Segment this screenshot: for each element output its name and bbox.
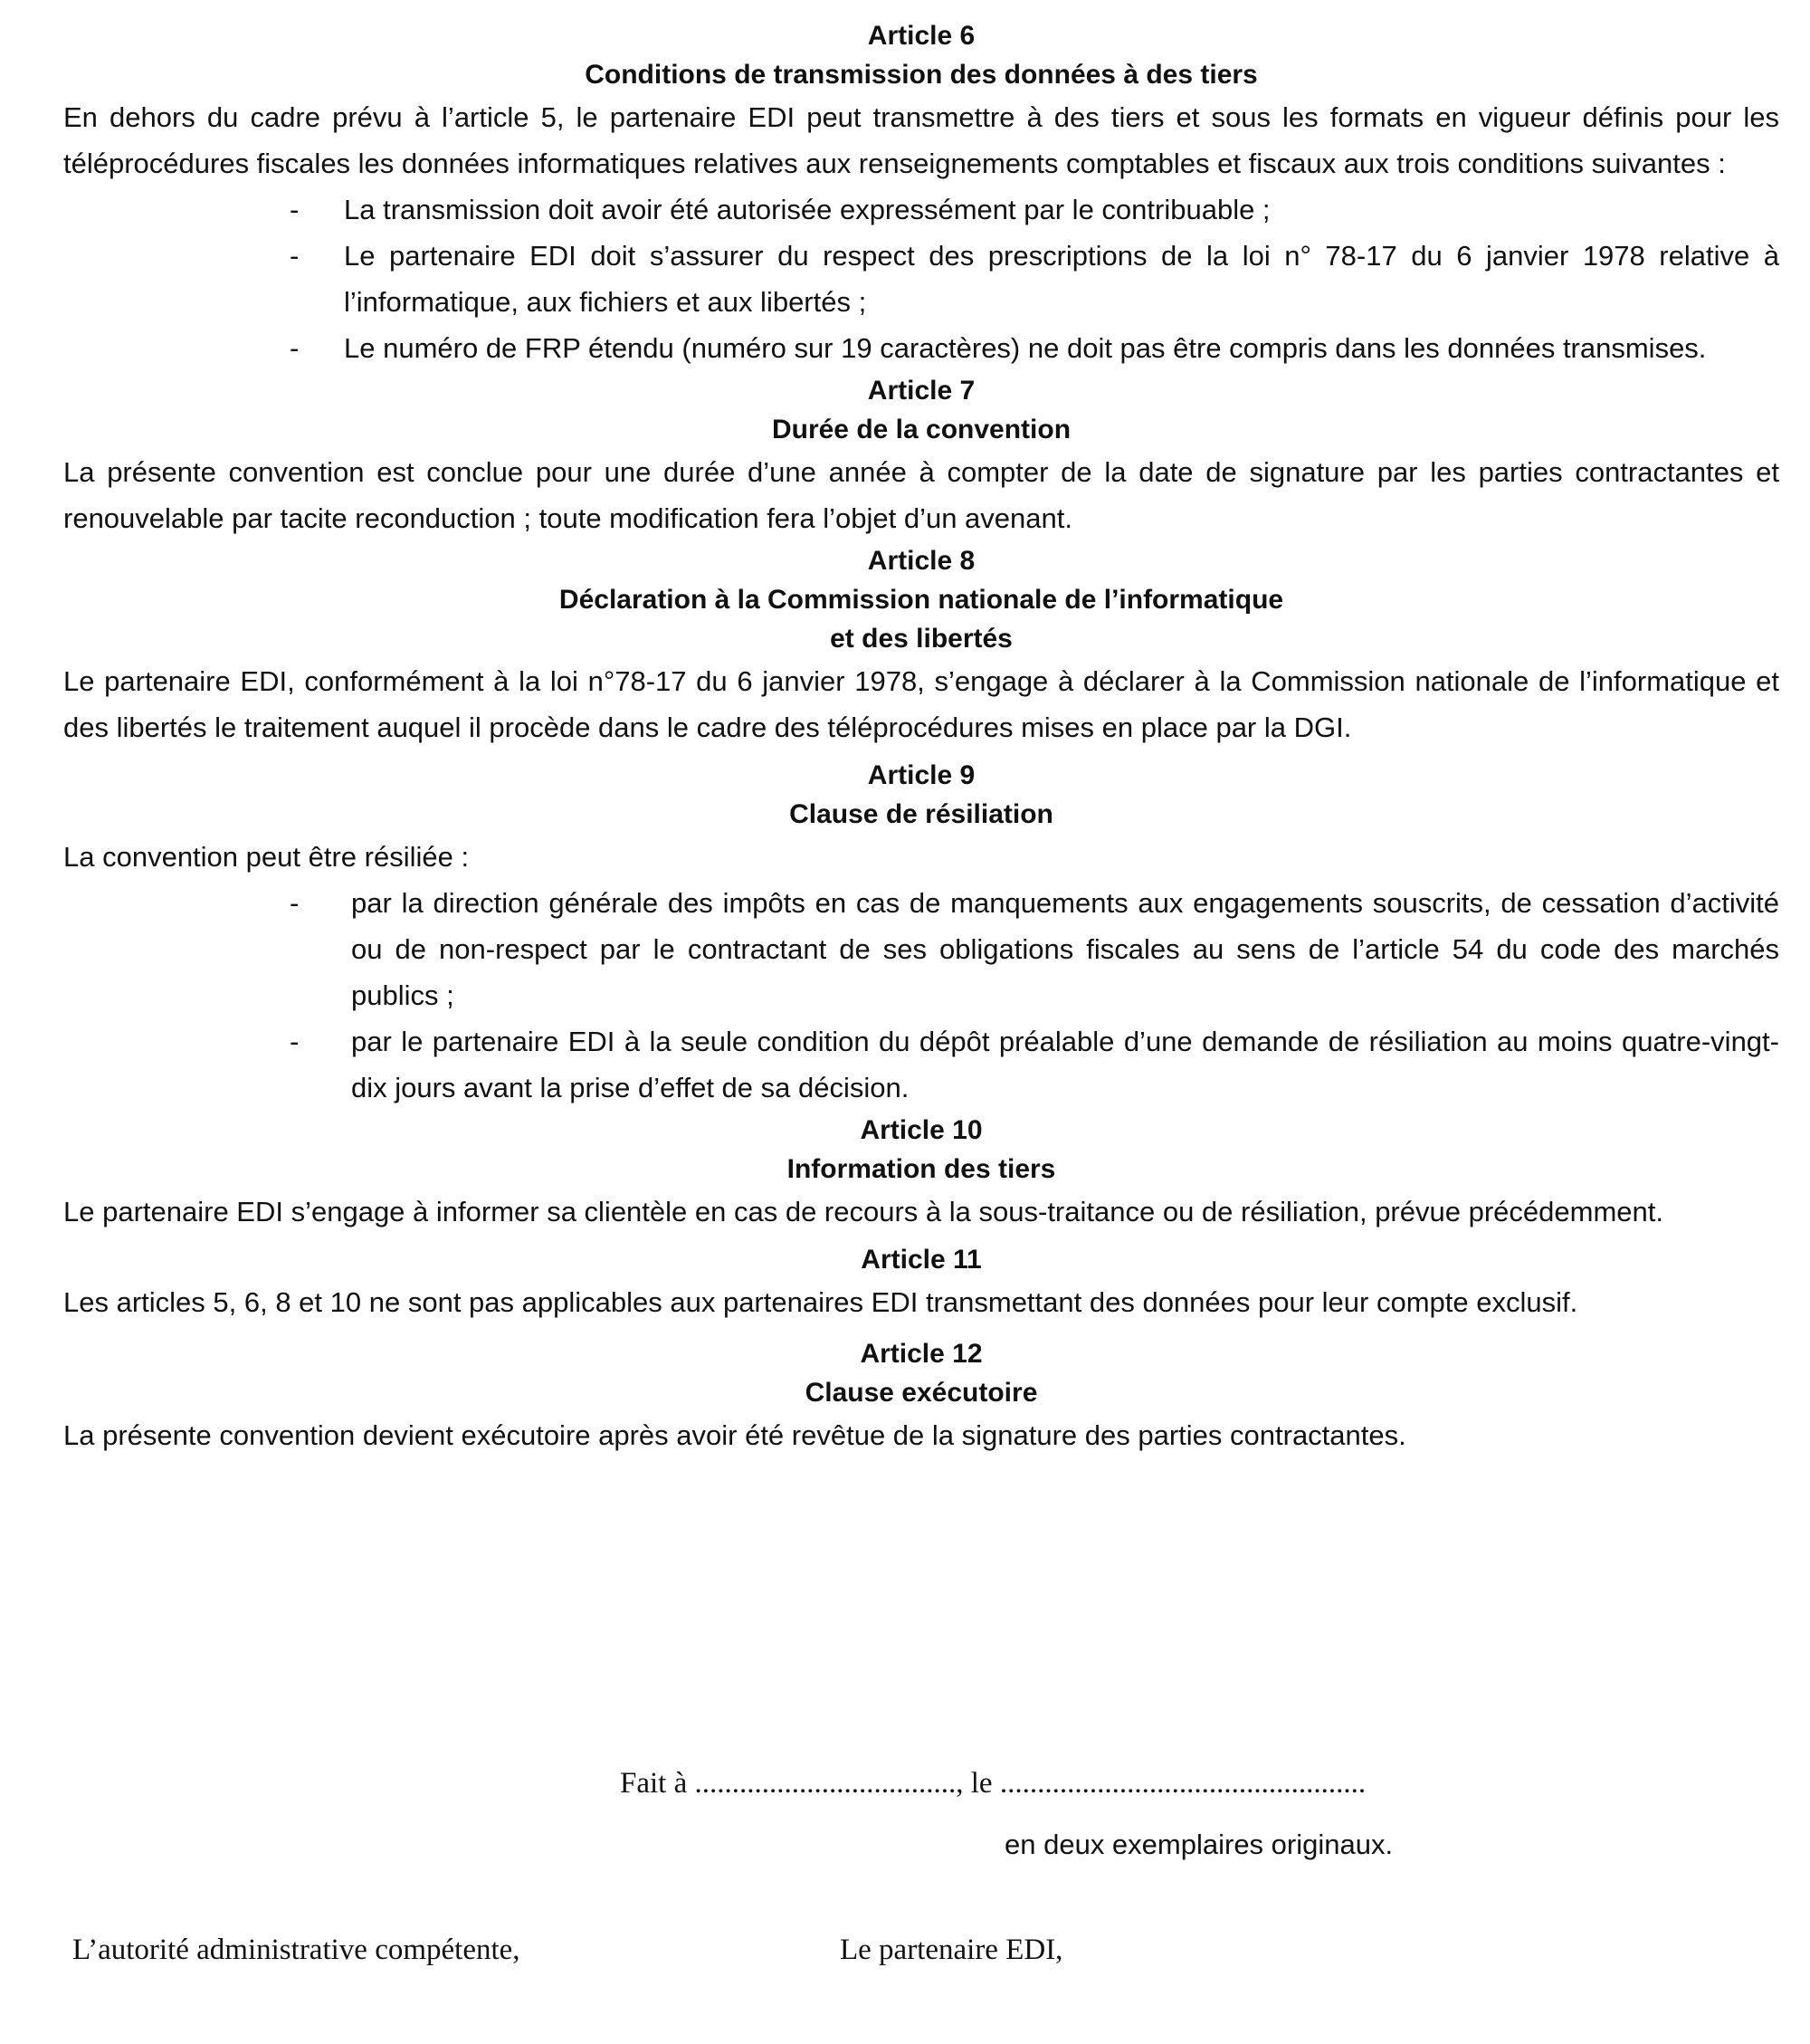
article-9-title: Clause de résiliation bbox=[789, 799, 1053, 829]
article-10-number: Article 10 bbox=[860, 1115, 983, 1145]
article-8-body: Le partenaire EDI, conformément à la loi n°78-17 du 6 janvier 1978, s’engage à déclarer à la Commission nationale de l’informatique et des libertés le traitement auquel il procède dans le cadre des téléprocédures mises en place par la DGI. bbox=[63, 665, 1779, 743]
article-8-title-line1: Déclaration à la Commission nationale de l’informatique bbox=[558, 585, 1284, 615]
article-10-body: Le partenaire EDI s’engage à informer sa clientèle en cas de recours à la sous-traitance ou de résiliation, prévue précédemment. bbox=[63, 1196, 1663, 1227]
place-date-line bbox=[620, 1767, 1366, 1800]
copies-note: en deux exemplaires originaux. bbox=[1005, 1829, 1394, 1860]
article-9-item bbox=[290, 880, 1779, 1018]
document-page bbox=[63, 16, 1779, 1458]
place-field: ..................................., bbox=[694, 1767, 964, 1800]
article-7-number: Article 7 bbox=[867, 376, 976, 406]
dash-bullet: - bbox=[290, 887, 300, 919]
article-6-number: Article 6 bbox=[867, 21, 976, 51]
dash-bullet: - bbox=[290, 332, 300, 364]
article-6 bbox=[63, 16, 1779, 371]
article-9-item bbox=[290, 1018, 1779, 1111]
article-10 bbox=[63, 1111, 1779, 1235]
article-6-item bbox=[290, 233, 1779, 325]
article-11-number: Article 11 bbox=[861, 1245, 982, 1275]
article-10-title: Information des tiers bbox=[786, 1154, 1056, 1184]
le-label: le bbox=[970, 1767, 993, 1800]
dash-bullet: - bbox=[290, 240, 300, 272]
article-9-intro: La convention peut être résiliée : bbox=[63, 841, 470, 873]
article-8-number: Article 8 bbox=[867, 546, 976, 576]
article-7 bbox=[63, 371, 1779, 541]
article-9-item-text: par le partenaire EDI à la seule condition du dépôt préalable d’une demande de résiliation au moins quatre-vingt-dix jours avant la prise d’effet de sa décision. bbox=[351, 1026, 1779, 1103]
fait-a-label: Fait à bbox=[620, 1767, 688, 1800]
article-7-body: La présente convention est conclue pour une durée d’une année à compter de la date de signature par les parties contractantes et renouvelable par tacite reconduction ; toute modification fera l’objet d’un avenant. bbox=[63, 456, 1779, 534]
authority-signatory: L’autorité administrative compétente, bbox=[72, 1934, 520, 1966]
date-field: ................................................. bbox=[999, 1767, 1367, 1800]
article-6-list bbox=[63, 186, 1779, 371]
article-7-title: Durée de la convention bbox=[771, 415, 1072, 444]
article-11-body: Les articles 5, 6, 8 et 10 ne sont pas applicables aux partenaires EDI transmettant des données pour leur compte exclusif. bbox=[63, 1286, 1578, 1318]
article-6-item bbox=[290, 325, 1779, 371]
article-8-title-line2: et des libertés bbox=[830, 624, 1013, 654]
dash-bullet: - bbox=[290, 194, 300, 225]
article-9-item-text: par la direction générale des impôts en cas de manquements aux engagements souscrits, de cessation d’activité ou de non-respect par le contractant de ses obligations fiscales au sens de l’article 54 du code des marchés publics ; bbox=[351, 887, 1779, 1011]
article-12-body: La présente convention devient exécutoire après avoir été revêtue de la signature des parties contractantes. bbox=[63, 1419, 1406, 1451]
article-9-number: Article 9 bbox=[867, 760, 976, 790]
spacer bbox=[63, 1325, 1779, 1334]
article-12-number: Article 12 bbox=[860, 1339, 983, 1369]
article-6-item-text: Le numéro de FRP étendu (numéro sur 19 caractères) ne doit pas être compris dans les données transmises. bbox=[344, 332, 1707, 364]
article-6-title: Conditions de transmission des données à des tiers bbox=[585, 60, 1258, 90]
dash-bullet: - bbox=[290, 1026, 300, 1057]
article-8 bbox=[63, 541, 1779, 750]
article-12-title: Clause exécutoire bbox=[805, 1378, 1038, 1408]
article-6-item-text: Le partenaire EDI doit s’assurer du respect des prescriptions de la loi n° 78-17 du 6 janvier 1978 relative à l’informatique, aux fichiers et aux libertés ; bbox=[344, 240, 1779, 318]
edi-partner-signatory: Le partenaire EDI, bbox=[840, 1934, 1063, 1966]
article-6-intro: En dehors du cadre prévu à l’article 5, le partenaire EDI peut transmettre à des tiers et sous les formats en vigueur définis pour les téléprocédures fiscales les données informatiques relatives aux renseignements comptables et fiscaux aux trois conditions suivantes : bbox=[63, 101, 1779, 179]
article-9 bbox=[63, 756, 1779, 1111]
article-9-list bbox=[63, 880, 1779, 1111]
article-6-item bbox=[290, 186, 1779, 233]
article-12 bbox=[63, 1334, 1779, 1458]
article-6-item-text: La transmission doit avoir été autorisée expressément par le contribuable ; bbox=[344, 194, 1271, 225]
article-11 bbox=[63, 1240, 1779, 1325]
